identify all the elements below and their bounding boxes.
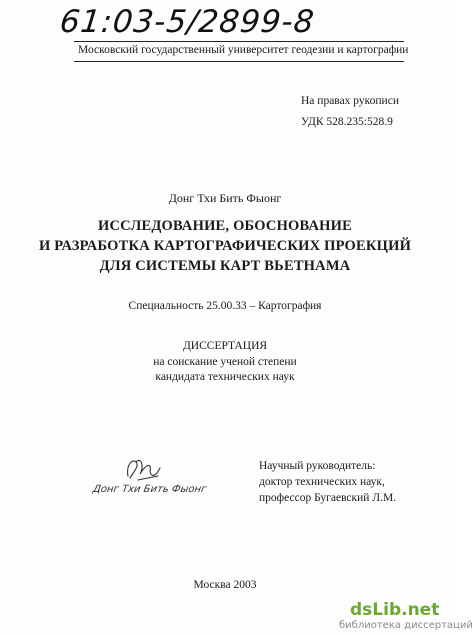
supervisor-name: профессор Бугаевский Л.М. bbox=[259, 492, 397, 504]
university-name: Московский государственный университет геодезии и картографии bbox=[78, 44, 409, 56]
handwritten-catalog-code: 61:03-5/2899-8 bbox=[58, 4, 317, 40]
handwritten-author-name: Донг Тхи Бить Фыонг bbox=[92, 484, 208, 495]
manuscript-rights: На правах рукописи bbox=[301, 95, 399, 107]
dissertation-block bbox=[0, 339, 450, 386]
header-rule-bottom bbox=[74, 61, 404, 62]
watermark-logo: dsLib.net bbox=[350, 600, 440, 620]
udk-code: УДК 528.235:528.9 bbox=[301, 116, 393, 128]
title-line-1: ИССЛЕДОВАНИЕ, ОБОСНОВАНИЕ bbox=[97, 218, 352, 234]
title-line-3: ДЛЯ СИСТЕМЫ КАРТ ВЬЕТНАМА bbox=[99, 258, 351, 274]
supervisor-degree: доктор технических наук, bbox=[259, 476, 385, 488]
author-name: Донг Тхи Бить Фыонг bbox=[168, 191, 282, 205]
city-year: Москва 2003 bbox=[193, 579, 257, 591]
degree-field: кандидата технических наук bbox=[155, 371, 295, 383]
watermark-text: библиотека диссертаций bbox=[339, 620, 473, 631]
title-line-2: И РАЗРАБОТКА КАРТОГРАФИЧЕСКИХ ПРОЕКЦИЙ bbox=[38, 238, 412, 254]
supervisor-label: Научный руководитель: bbox=[259, 460, 376, 472]
degree-line: на соискание ученой степени bbox=[153, 355, 297, 368]
header-rule-top bbox=[74, 41, 404, 42]
dissertation-heading: ДИССЕРТАЦИЯ bbox=[182, 340, 268, 352]
supervisor-block bbox=[259, 458, 396, 506]
specialty: Специальность 25.00.33 – Картография bbox=[128, 300, 322, 312]
signature-mark bbox=[122, 454, 168, 486]
dissertation-title bbox=[0, 216, 450, 276]
